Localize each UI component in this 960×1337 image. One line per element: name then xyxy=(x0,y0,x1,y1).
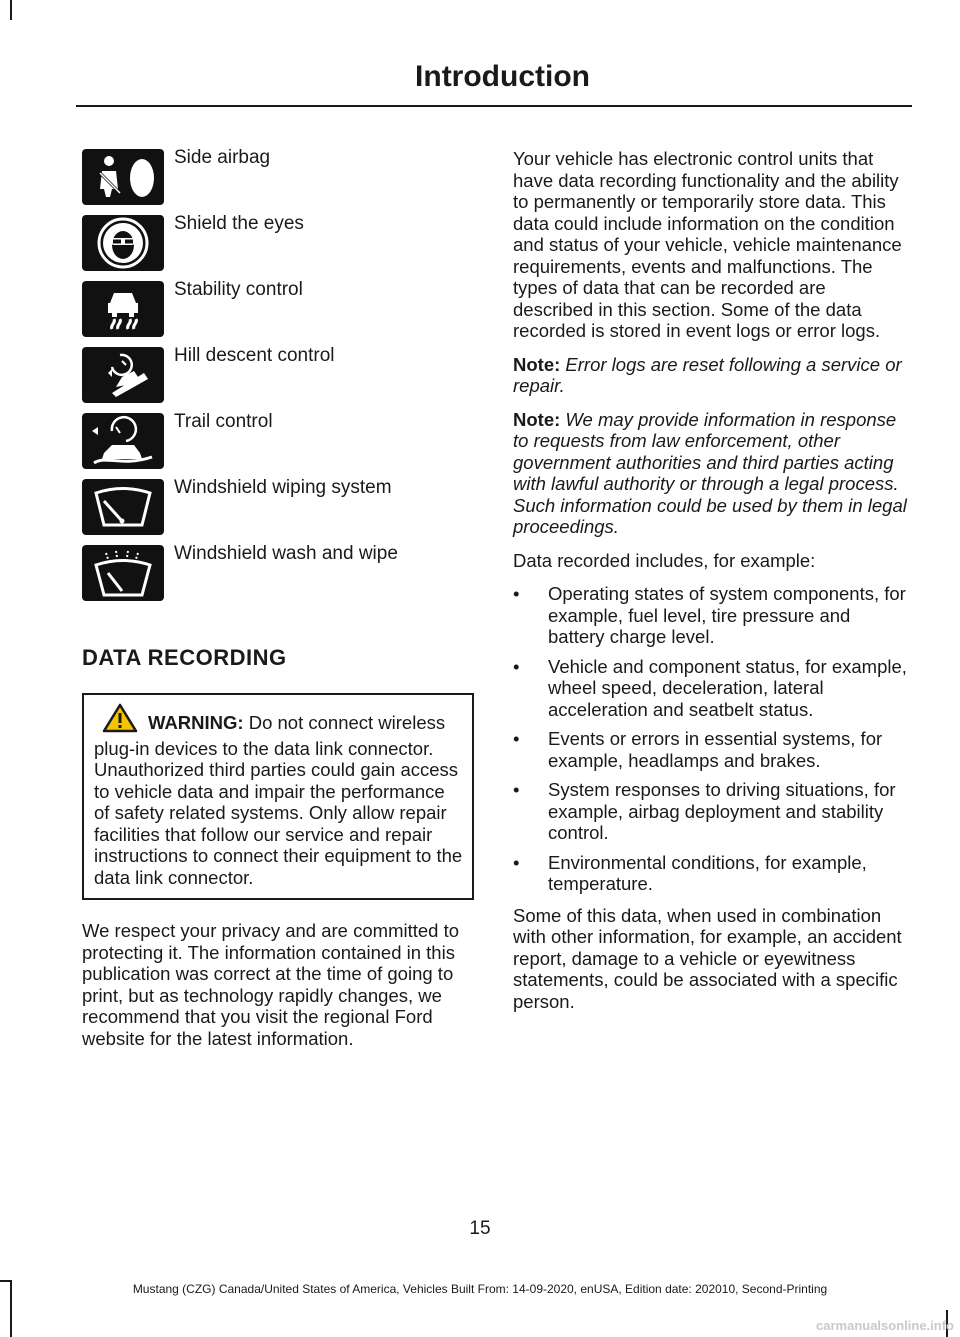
list-item: • System responses to driving situations, for example, airbag deployment and stability control. xyxy=(513,779,908,844)
intro-paragraph: Your vehicle has electronic control units that have data recording functionality and the ability to permanently or temporarily store data. This data could include information on the condition and status of your vehicle, vehicle maintenance requirements, events and malfunctions. The types of data that can be recorded are described in this section. Some of the data recorded is stored in event logs or error logs. xyxy=(513,148,902,341)
symbol-row xyxy=(82,409,474,475)
symbol-label: Stability control xyxy=(174,279,303,300)
symbol-row xyxy=(82,541,474,607)
note-label: Note: xyxy=(513,353,561,375)
symbol-label: Windshield wiping system xyxy=(174,477,392,498)
list-item: • Vehicle and component status, for example, wheel speed, deceleration, lateral acceleration and seatbelt status. xyxy=(513,656,908,721)
symbol-row xyxy=(82,145,474,211)
data-recorded-list xyxy=(513,583,908,895)
symbol-row xyxy=(82,475,474,541)
symbol-label: Shield the eyes xyxy=(174,213,304,234)
footer-text: Mustang (CZG) Canada/United States of America, Vehicles Built From: 14-09-2020, enUSA, Edition date: 202010, Second-Printing xyxy=(132,1282,828,1296)
hill-descent-icon xyxy=(82,347,164,403)
windshield-wiper-icon xyxy=(82,479,164,535)
crop-mark xyxy=(10,0,12,20)
shield-eyes-icon xyxy=(82,215,164,271)
symbol-row xyxy=(82,343,474,409)
symbol-row xyxy=(82,277,474,343)
list-item: • Events or errors in essential systems, for example, headlamps and brakes. xyxy=(513,728,908,771)
symbol-label: Windshield wash and wipe xyxy=(174,543,398,564)
symbol-label: Trail control xyxy=(174,411,273,432)
page-number: 15 xyxy=(469,1218,491,1239)
trail-control-icon xyxy=(82,413,164,469)
symbol-row xyxy=(82,211,474,277)
header-rule xyxy=(76,105,912,107)
right-column xyxy=(513,148,908,1024)
note-paragraph xyxy=(513,354,908,397)
warning-text: Do not connect wireless plug-in devices to the data link connector. Unauthorized third parties could gain access to vehicle data and impair the performance of safety related systems. Only allow repair facilities that follow our service and repair instructions to connect their equipment to the data link connector. xyxy=(94,712,463,888)
warning-triangle-icon xyxy=(102,703,138,738)
note-paragraph xyxy=(513,409,908,538)
section-heading: DATA RECORDING xyxy=(82,645,287,670)
warning-label: WARNING: xyxy=(148,712,244,733)
watermark: carmanualsonline.info xyxy=(816,1318,954,1333)
page-title: Introduction xyxy=(415,60,590,93)
list-intro: Data recorded includes, for example: xyxy=(513,549,816,571)
list-item: • Operating states of system components, for example, fuel level, tire pressure and battery charge level. xyxy=(513,583,908,648)
warning-box xyxy=(82,693,474,900)
side-airbag-icon xyxy=(82,149,164,205)
symbol-label: Side airbag xyxy=(174,147,271,168)
note-text: We may provide information in response to requests from law enforcement, other government authorities and third parties acting with lawful authority or through a legal process. Such information could be used by them in legal proceedings. xyxy=(513,408,907,537)
stability-control-icon xyxy=(82,281,164,337)
privacy-paragraph: We respect your privacy and are committed to protecting it. The information contained in this publication was correct at the time of going to print, but as technology rapidly changes, we recommend that you visit the regional Ford website for the latest information. xyxy=(82,920,460,1049)
closing-paragraph: Some of this data, when used in combination with other information, for example, an accident report, damage to a vehicle or eyewitness statements, could be associated with a specific person. xyxy=(513,904,902,1012)
symbol-label: Hill descent control xyxy=(174,345,335,366)
list-item: • Environmental conditions, for example, temperature. xyxy=(513,852,908,895)
note-label: Note: xyxy=(513,408,561,430)
note-text: Error logs are reset following a service or repair. xyxy=(513,353,902,396)
left-column xyxy=(82,145,474,1061)
windshield-wash-wipe-icon xyxy=(82,545,164,601)
